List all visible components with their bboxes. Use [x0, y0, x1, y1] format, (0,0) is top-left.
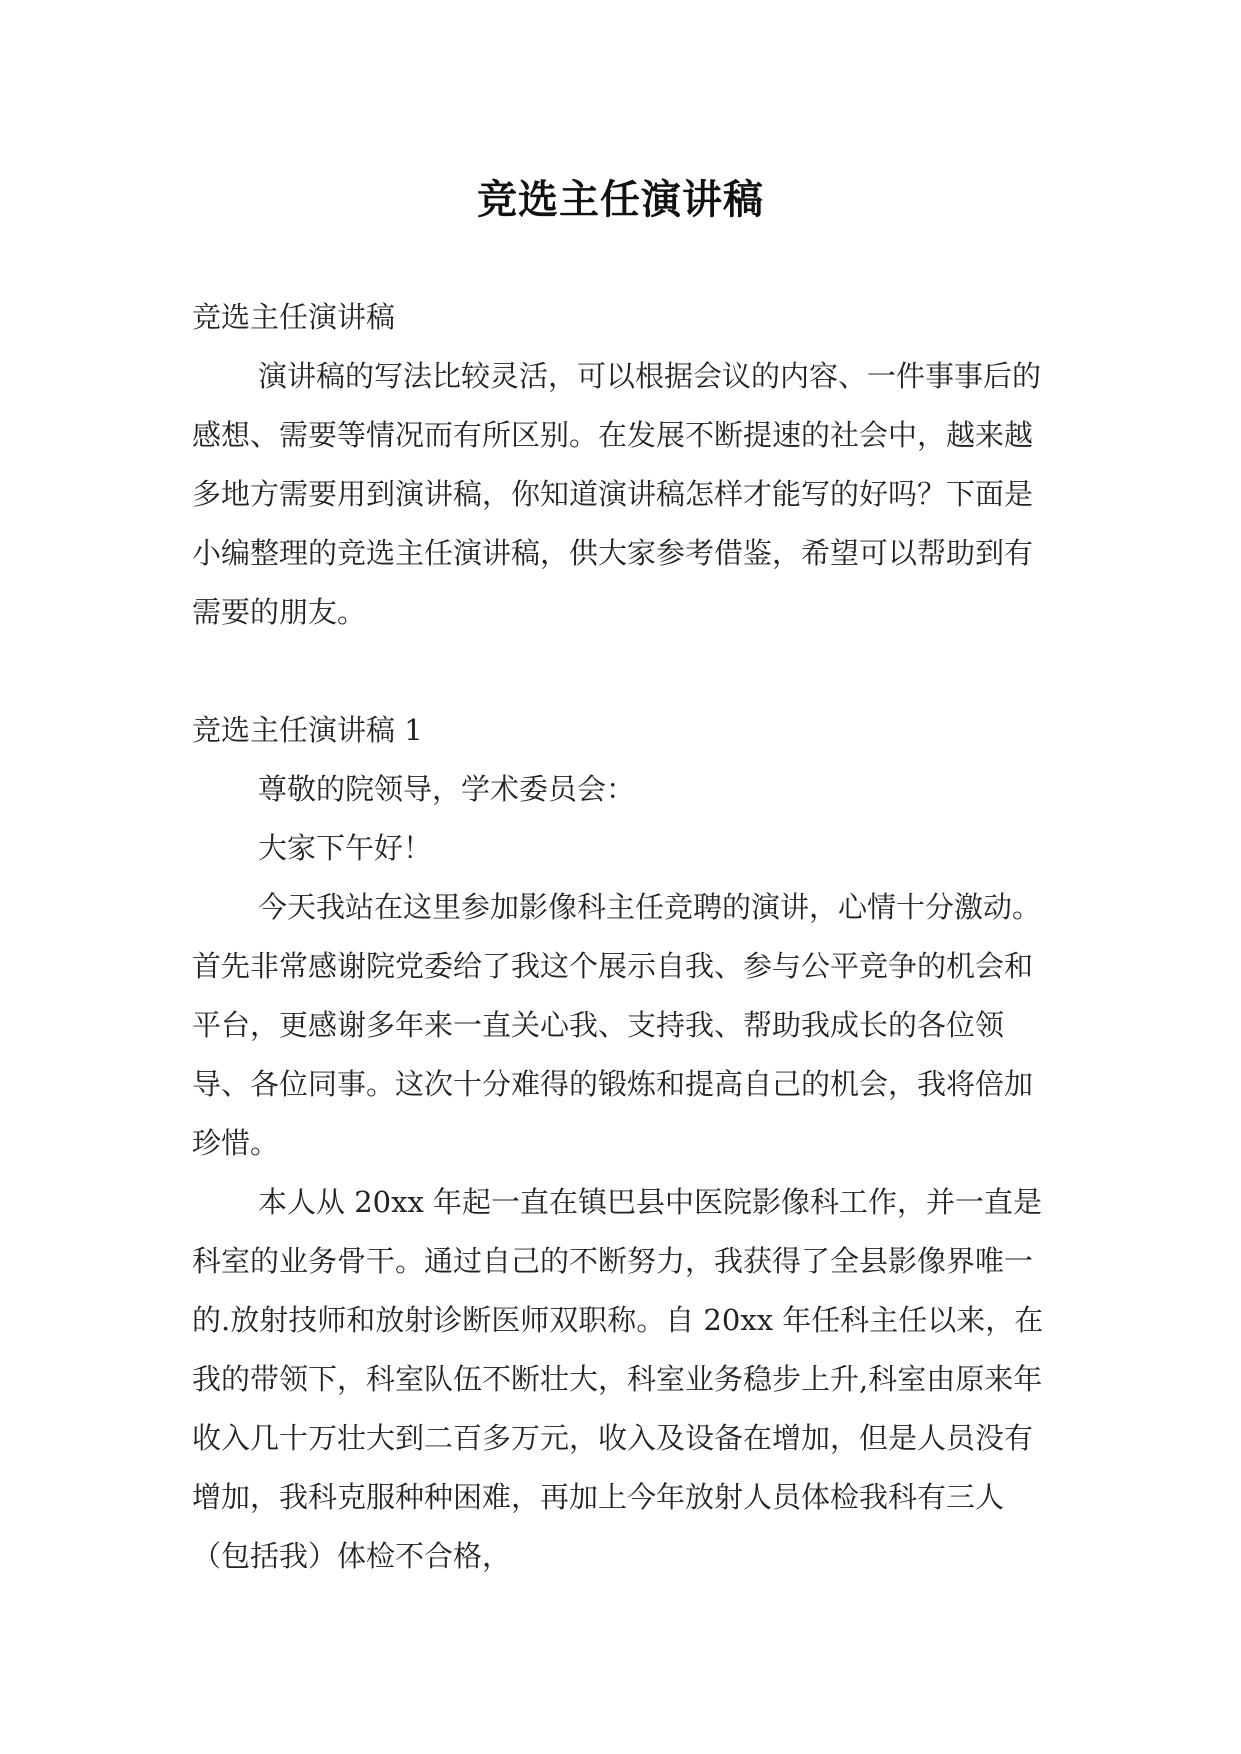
- paragraph-spacer: [192, 642, 1052, 701]
- document-body: [192, 288, 1052, 1586]
- paragraph-background: 本人从 20xx 年起一直在镇巴县中医院影像科工作，并一直是科室的业务骨干。通过自己的不断努力，我获得了全县影像界唯一的.放射技师和放射诊断医师双职称。自 20xx 年任科主任以来，在我的带领下，科室队伍不断壮大，科室业务稳步上升,科室由原来年收入几十万壮大到二百多万元，收入及设备在增加，但是人员没有增加，我科克服种种困难，再加上今年放射人员体检我科有三人（包括我）体检不合格，: [192, 1185, 1044, 1573]
- paragraph-intro: 演讲稿的写法比较灵活，可以根据会议的内容、一件事事后的感想、需要等情况而有所区别。在发展不断提速的社会中，越来越多地方需要用到演讲稿，你知道演讲稿怎样才能写的好吗？下面是小编整理的竞选主任演讲稿，供大家参考借鉴，希望可以帮助到有需要的朋友。: [192, 359, 1042, 629]
- paragraph-heading-speech-1: 竞选主任演讲稿 1: [192, 713, 423, 747]
- paragraph-greeting: 大家下午好！: [258, 831, 433, 865]
- paragraph-opening: 今天我站在这里参加影像科主任竞聘的演讲，心情十分激动。首先非常感谢院党委给了我这个展示自我、参与公平竞争的机会和平台，更感谢多年来一直关心我、支持我、帮助我成长的各位领导、各位同事。这次十分难得的锻炼和提高自己的机会，我将倍加珍惜。: [192, 890, 1042, 1160]
- paragraph-salutation: 尊敬的院领导，学术委员会：: [258, 772, 636, 806]
- paragraph-heading-intro: 竞选主任演讲稿: [192, 300, 396, 334]
- document-title: 竞选主任演讲稿: [477, 175, 764, 223]
